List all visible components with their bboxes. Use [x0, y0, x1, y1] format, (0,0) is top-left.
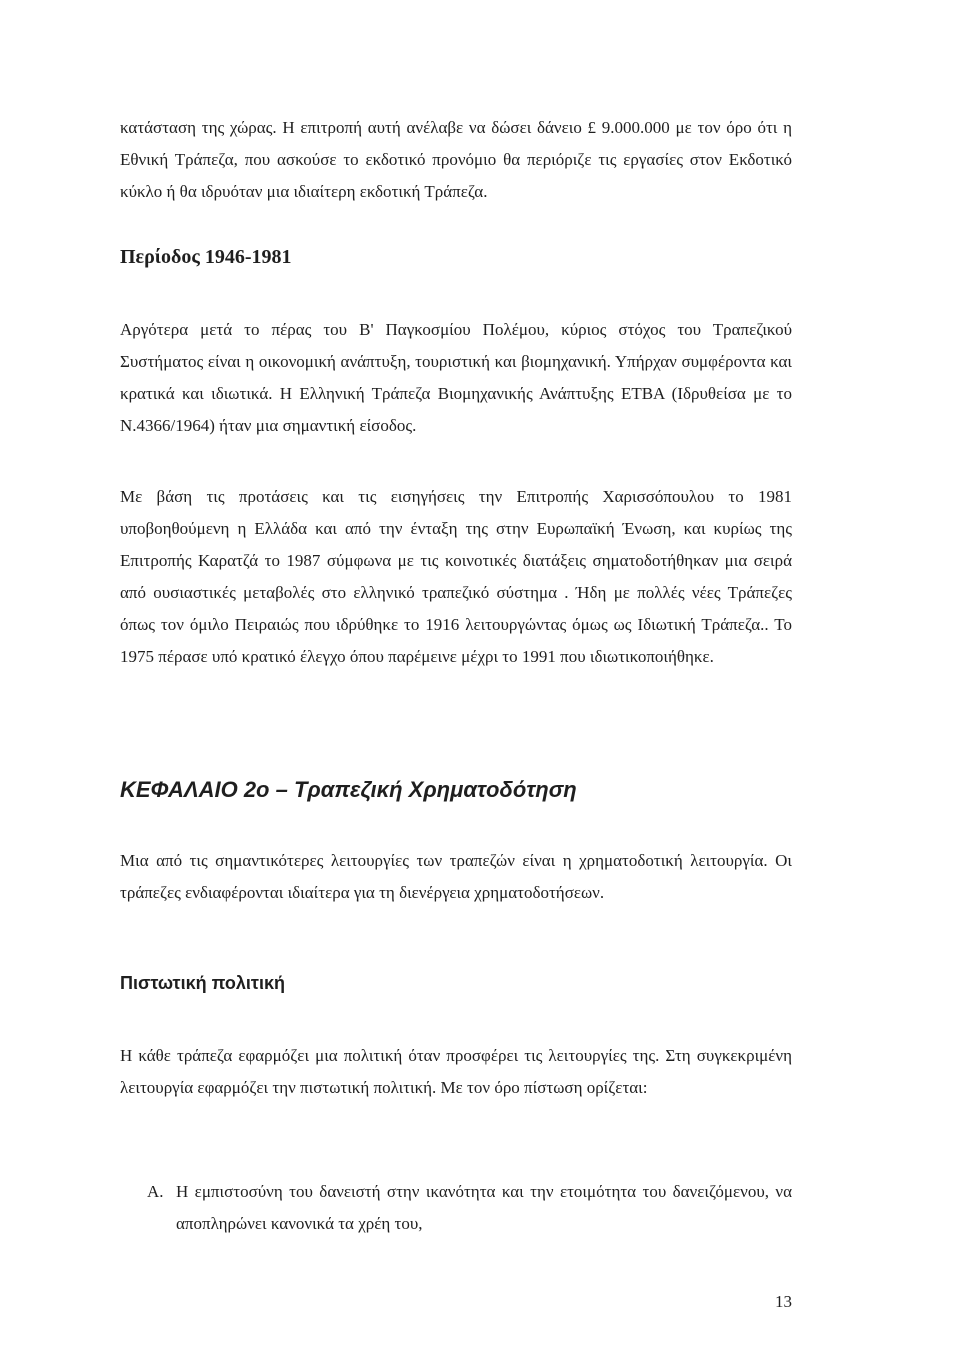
intro-paragraph: κατάσταση της χώρας. Η επιτροπή αυτή ανέλαβε να δώσει δάνειο £ 9.000.000 με τον όρο ότι η Εθνική Τράπεζα, που ασκούσε το εκδοτικό προνόμιο θα περιόριζε τις εργασίες στον Εκδοτικό κύκλο ή θα ιδρυόταν μια ιδιαίτερη εκδοτική Τράπεζα. [120, 118, 792, 201]
list-item-a [147, 1176, 792, 1240]
section-heading-credit-policy: Πιστωτική πολιτική [120, 973, 285, 993]
list-marker: Α. [147, 1182, 164, 1201]
section-heading-period: Περίοδος 1946-1981 [120, 246, 292, 268]
credit-policy-paragraph: Η κάθε τράπεζα εφαρμόζει μια πολιτική όταν προσφέρει τις λειτουργίες της. Στη συγκεκριμένη λειτουργία εφαρμόζει την πιστωτική πολιτική. Με τον όρο πίστωση ορίζεται: [120, 1046, 792, 1097]
period-paragraph-1: Αργότερα μετά το πέρας του Β' Παγκοσμίου Πολέμου, κύριος στόχος του Τραπεζικού Συστήματος είναι η οικονομική ανάπτυξη, τουριστική και βιομηχανική. Υπήρχαν συμφέροντα και κρατικά και ιδιωτικά. Η Ελληνική Τράπεζα Βιομηχανικής Ανάπτυξης ΕΤΒΑ (Ιδρυθείσα με το Ν.4366/1964) ήταν μια σημαντική είσοδος. [120, 320, 792, 435]
page-number: 13 [775, 1292, 792, 1311]
list-item-text: Η εμπιστοσύνη του δανειστή στην ικανότητα και την ετοιμότητα του δανειζόμενου, να αποπληρώνει κανονικά τα χρέη του, [176, 1182, 792, 1233]
chapter-intro-paragraph: Μια από τις σημαντικότερες λειτουργίες των τραπεζών είναι η χρηματοδοτική λειτουργία. Οι τράπεζες ενδιαφέρονται ιδιαίτερα για τη διενέργεια χρηματοδοτήσεων. [120, 851, 792, 902]
period-paragraph-2: Με βάση τις προτάσεις και τις εισηγήσεις την Επιτροπής Χαρισσόπουλου το 1981 υποβοηθούμενη η Ελλάδα και από την ένταξη της στην Ευρωπαϊκή Ένωση, και κυρίως της Επιτροπής Καρατζά το 1987 σύμφωνα με τις κοινοτικές διατάξεις σηματοδοτήθηκαν μια σειρά από ουσιαστικές μεταβολές στο ελληνικό τραπεζικό σύστημα . Ήδη με πολλές νέες Τράπεζες όπως τον όμιλο Πειραιώς που ιδρύθηκε το 1916 λειτουργώντας όμως ως Ιδιωτική Τράπεζα.. Το 1975 πέρασε υπό κρατικό έλεγχο όπου παρέμεινε μέχρι το 1991 που ιδιωτικοποιήθηκε. [120, 487, 792, 666]
chapter-title: ΚΕΦΑΛΑΙΟ 2ο – Τραπεζική Χρηματοδότηση [120, 777, 577, 802]
